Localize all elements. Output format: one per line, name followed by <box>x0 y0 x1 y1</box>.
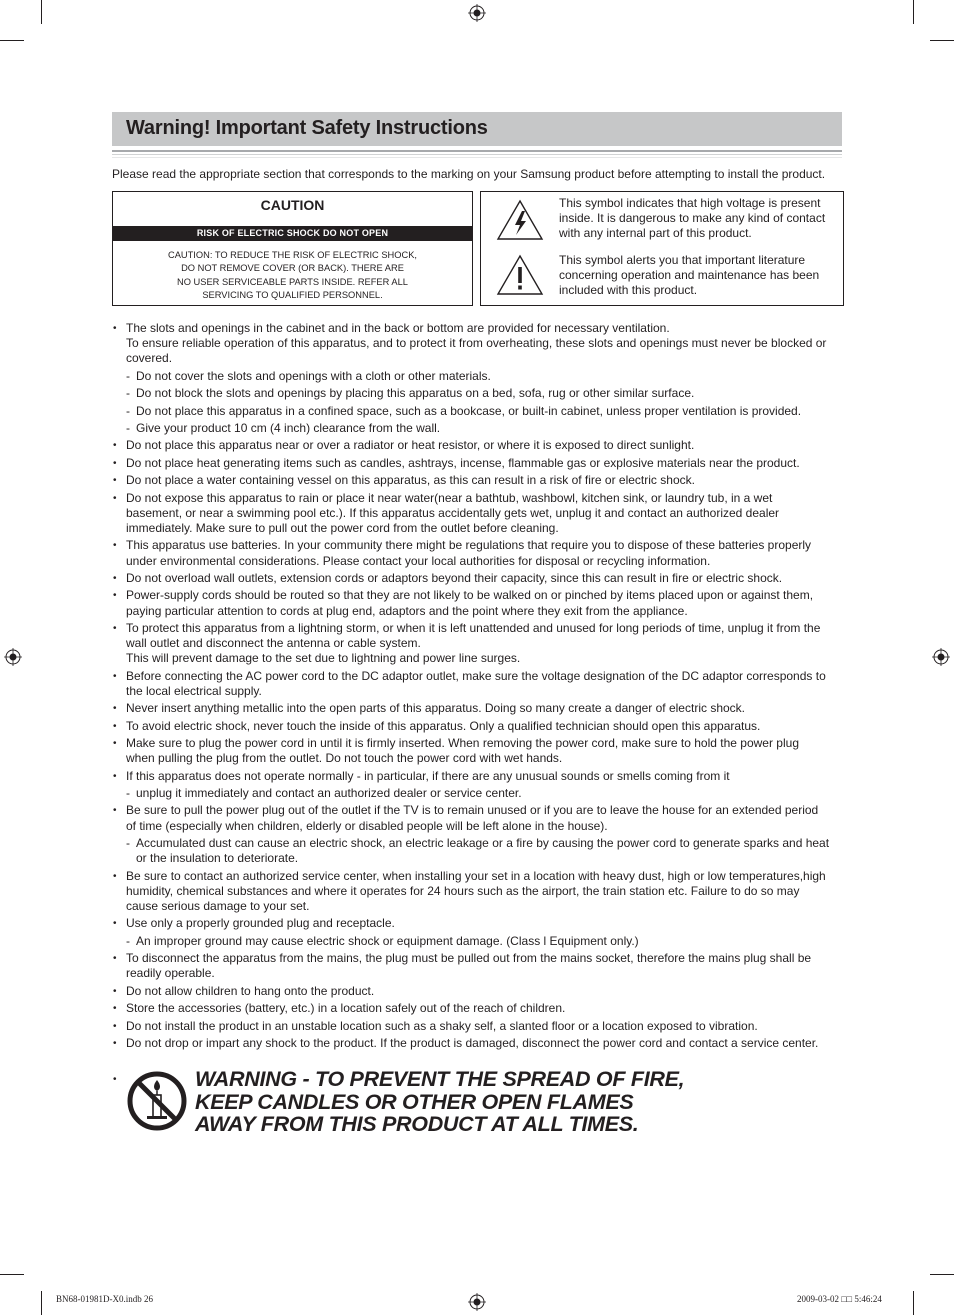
caution-text <box>113 249 472 303</box>
list-item-line: • Do not install the product in an unstable location such as a shaky self, a slanted floor or a location exposed to vibration. <box>126 1018 758 1033</box>
fire-warning <box>195 1068 835 1136</box>
list-item-line: covered. <box>126 351 173 366</box>
safety-instructions-list <box>112 321 852 1053</box>
list-item <box>112 803 852 833</box>
registration-mark-icon <box>4 648 22 666</box>
bullet: • <box>113 1074 117 1085</box>
list-item-line: when pulling the plug from the outlet. Do not touch the power cord with wet hands. <box>126 751 563 766</box>
list-item <box>112 456 852 471</box>
sub-list-item <box>112 421 852 436</box>
crop-mark <box>0 1274 24 1275</box>
list-item-line: • Do not place this apparatus near or over a radiator or heat resistor, or where it is exposed to direct sunlight. <box>126 438 695 453</box>
list-item <box>112 669 852 699</box>
title-underline <box>112 157 842 158</box>
intro-text: Please read the appropriate section that corresponds to the marking on your Samsung product before attempting to install the product. <box>112 167 826 181</box>
list-item-line: - Do not cover the slots and openings with a cloth or other materials. <box>136 368 491 383</box>
list-item-line: - Do not place this apparatus in a confined space, such as a bookcase, or built-in cabinet, unless proper ventilation is provided. <box>136 403 802 418</box>
sub-list-item <box>112 836 852 866</box>
list-item <box>112 916 852 931</box>
list-item-line: To ensure reliable operation of this apparatus, and to protect it from overheating, these slots and openings must never be blocked or <box>126 336 827 351</box>
registration-mark-icon <box>932 648 950 666</box>
caution-band: RISK OF ELECTRIC SHOCK DO NOT OPEN <box>113 226 472 241</box>
caution-box <box>112 191 473 306</box>
fire-warning-line: WARNING - TO PREVENT THE SPREAD OF FIRE, <box>195 1067 685 1091</box>
list-item-line: • Do not place heat generating items such as candles, ashtrays, incense, flammable gas or explosive materials near the product. <box>126 455 800 470</box>
sub-list-item <box>112 786 852 801</box>
list-item-line: paying particular attention to cords at plug end, adaptors and the point where they exit from the appliance. <box>126 603 688 618</box>
list-item-line: • To protect this apparatus from a lightning storm, or when it is left unattended and unused for long periods of time, unplug it from the <box>126 620 821 635</box>
list-item <box>112 984 852 999</box>
footer-file-label: BN68-01981D-X0.indb 26 <box>56 1294 153 1304</box>
list-item-line: • If this apparatus does not operate normally - in particular, if there are any unusual sounds or smells coming from it <box>126 768 730 783</box>
list-item-line: • To avoid electric shock, never touch the inside of this apparatus. Only a qualified technician should open this apparatus. <box>126 718 761 733</box>
list-item-line: under environmental considerations. Please contact your local authorities for disposal or recycling information. <box>126 553 711 568</box>
list-item-line: or the insulation to deteriorate. <box>136 851 299 866</box>
voltage-symbol-text: This symbol indicates that high voltage is present inside. It is dangerous to make any kind of contact with any internal part of this product. <box>559 196 826 241</box>
list-item-line: • Before connecting the AC power cord to the DC adaptor outlet, make sure the voltage designation of the DC adaptor corresponds to <box>126 668 826 683</box>
list-item <box>112 621 852 667</box>
list-item-line: - An improper ground may cause electric shock or equipment damage. (Class l Equipment only.) <box>136 933 639 948</box>
list-item <box>112 951 852 981</box>
crop-mark <box>930 40 954 41</box>
crop-mark <box>930 1274 954 1275</box>
crop-mark <box>41 1291 42 1315</box>
list-item <box>112 736 852 766</box>
sub-list-item <box>112 386 852 401</box>
list-item-line: - Do not block the slots and openings by placing this apparatus on a bed, sofa, rug or other similar surface. <box>136 386 695 401</box>
list-item-line: cause serious damage to your set. <box>126 899 310 914</box>
list-item-line: • Power-supply cords should be routed so that they are not likely to be walked on or pinched by items placed upon or against them, <box>126 588 814 603</box>
list-item <box>112 1019 852 1034</box>
symbols-box <box>480 191 844 306</box>
list-item-line: • Be sure to contact an authorized service center, when installing your set in a location with heavy dust, high or low temperatures,high <box>126 868 826 883</box>
caution-line: SERVICING TO QUALIFIED PERSONNEL. <box>202 290 383 301</box>
list-item-line: • Do not drop or impart any shock to the product. If the product is damaged, disconnect the power cord and contact a service center. <box>126 1035 819 1050</box>
title-underline <box>112 150 842 152</box>
list-item-line: • Do not expose this apparatus to rain or place it near water(near a bathtub, washbowl, kitchen sink, or laundry tub, in a wet <box>126 490 773 505</box>
list-item-line: of time (especially when children, elderly or disabled people will be left alone in the house). <box>126 818 608 833</box>
page-title: Warning! Important Safety Instructions <box>126 117 488 139</box>
list-item-line: basement, or near a swimming pool etc.). If this apparatus accidentally gets wet, unplug it and contact an authorized dealer <box>126 505 780 520</box>
list-item <box>112 491 852 537</box>
caution-title: CAUTION <box>260 197 325 213</box>
list-item-line: immediately. Make sure to pull out the power cord from the outlet before cleaning. <box>126 520 559 535</box>
list-item <box>112 321 852 367</box>
caution-line: DO NOT REMOVE COVER (OR BACK). THERE ARE <box>181 263 404 274</box>
list-item-line: the local electrical supply. <box>126 683 262 698</box>
list-item <box>112 769 852 784</box>
list-item-line: • To disconnect the apparatus from the mains, the plug must be pulled out from the mains socket, therefore the mains plug shall be <box>126 951 812 966</box>
list-item <box>112 473 852 488</box>
caution-line: NO USER SERVICEABLE PARTS INSIDE. REFER ALL <box>177 276 408 287</box>
list-item-line: - Accumulated dust can cause an electric shock, an electric leakage or a fire by causing the power cord to generate sparks and heat <box>136 836 830 851</box>
list-item-line: • Do not allow children to hang onto the product. <box>126 983 375 998</box>
footer-date-label: 2009-03-02 □□ 5:46:24 <box>797 1294 882 1304</box>
list-item-line: • The slots and openings in the cabinet and in the back or bottom are provided for necessary ventilation. <box>126 321 670 335</box>
list-item-line: readily operable. <box>126 966 215 981</box>
registration-mark-icon <box>468 4 486 22</box>
list-item-line: • Use only a properly grounded plug and receptacle. <box>126 916 395 931</box>
list-item-line: • Be sure to pull the power plug out of the outlet if the TV is to remain unused or if you are to leave the house for an extended period <box>126 803 819 818</box>
registration-mark-icon <box>468 1293 486 1311</box>
no-candle-icon <box>127 1071 187 1131</box>
list-item <box>112 1036 852 1051</box>
title-bar <box>112 112 842 146</box>
list-item <box>112 719 852 734</box>
crop-mark <box>913 0 914 24</box>
fire-warning-line: AWAY FROM THIS PRODUCT AT ALL TIMES. <box>195 1112 639 1136</box>
caution-line: CAUTION: TO REDUCE THE RISK OF ELECTRIC SHOCK, <box>168 250 417 260</box>
alert-symbol-text: This symbol alerts you that important literature concerning operation and maintenance has been included with this product. <box>559 253 820 298</box>
list-item-line: humidity, chemical substances and where it operates for 24 hours such as the airport, the train station etc. Failure to do so may <box>126 883 800 898</box>
sub-list-item <box>112 404 852 419</box>
list-item <box>112 869 852 915</box>
list-item-line: • Make sure to plug the power cord in until it is firmly inserted. When removing the power cord, make sure to hold the power plug <box>126 736 799 751</box>
title-underline <box>112 154 842 155</box>
fire-warning-line: KEEP CANDLES OR OTHER OPEN FLAMES <box>195 1089 634 1114</box>
list-item-line: • Store the accessories (battery, etc.) in a location safely out of the reach of children. <box>126 1001 566 1016</box>
list-item <box>112 438 852 453</box>
crop-mark <box>0 40 24 41</box>
list-item-line: • Never insert anything metallic into the open parts of this apparatus. Doing so many create a danger of electric shock. <box>126 701 745 716</box>
list-item-line: • Do not place a water containing vessel on this apparatus, as this can result in a risk of fire or electric shock. <box>126 473 695 488</box>
exclamation-triangle-icon <box>496 254 544 296</box>
sub-list-item <box>112 934 852 949</box>
list-item <box>112 1001 852 1016</box>
list-item-line: • Do not overload wall outlets, extension cords or adaptors beyond their capacity, since this can result in fire or electric shock. <box>126 570 783 585</box>
list-item-line: - unplug it immediately and contact an authorized dealer or service center. <box>136 786 522 801</box>
list-item-line: wall outlet and disconnect the antenna or cable system. <box>126 636 421 651</box>
lightning-triangle-icon <box>496 199 544 241</box>
list-item <box>112 538 852 568</box>
list-item-line: - Give your product 10 cm (4 inch) clearance from the wall. <box>136 420 441 435</box>
list-item-line: This will prevent damage to the set due to lightning and power line surges. <box>126 651 521 666</box>
list-item <box>112 701 852 716</box>
crop-mark <box>913 1291 914 1315</box>
sub-list-item <box>112 369 852 384</box>
list-item <box>112 571 852 586</box>
crop-mark <box>41 0 42 24</box>
list-item <box>112 588 852 618</box>
list-item-line: • This apparatus use batteries. In your community there might be regulations that require you to dispose of these batteries properly <box>126 538 812 553</box>
